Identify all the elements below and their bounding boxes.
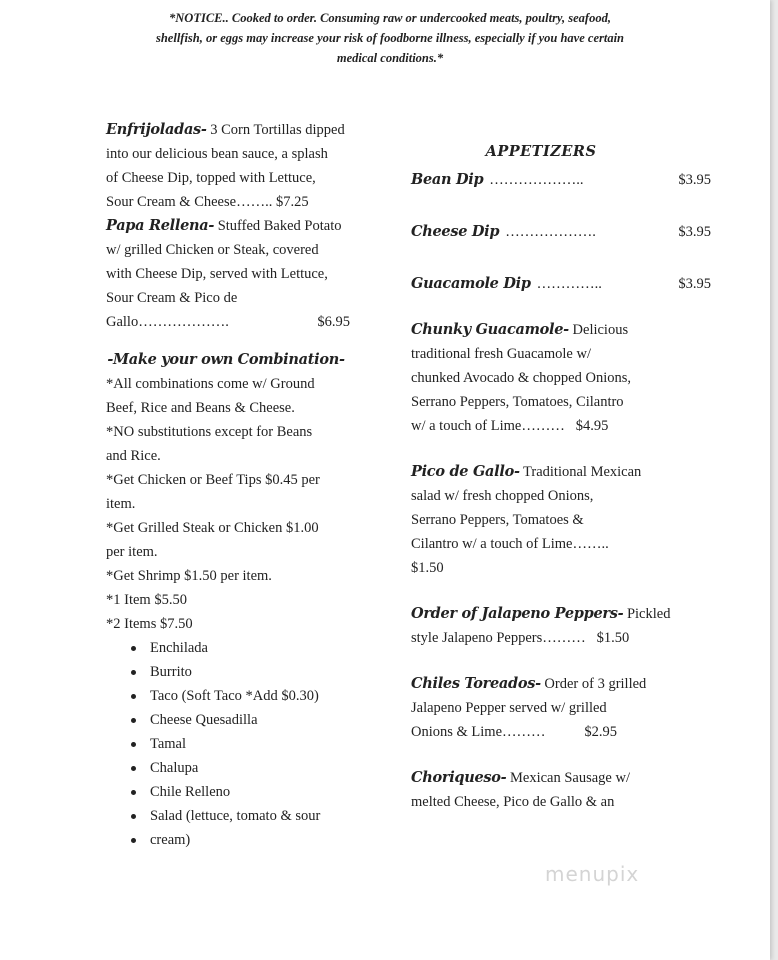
rule-line: *All combinations come w/ Ground: [106, 376, 315, 392]
item-price: $1.50: [596, 630, 630, 646]
list-item: Enchilada: [150, 636, 374, 660]
item-price: $6.95: [317, 314, 350, 330]
rule-line: *Get Chicken or Beef Tips $0.45 per: [106, 472, 320, 488]
rule-line: *Get Shrimp $1.50 per item.: [106, 568, 272, 584]
pico-de-gallo-item: [411, 460, 711, 580]
item-desc: style Jalapeno Peppers………: [411, 630, 586, 646]
item-name: Order of Jalapeno Peppers-: [411, 605, 624, 622]
list-item: Taco (Soft Taco *Add $0.30): [150, 684, 374, 708]
rule-line: *2 Items $7.50: [106, 616, 193, 632]
appetizers-heading: APPETIZERS: [485, 143, 597, 160]
item-desc: Jalapeno Pepper served w/ grilled: [411, 700, 607, 716]
enfrijoladas-item: [106, 118, 374, 214]
item-price: $1.50: [411, 560, 444, 576]
rule-line: Beef, Rice and Beans & Cheese.: [106, 400, 295, 416]
foodborne-notice: [100, 8, 680, 68]
item-price: $3.95: [678, 224, 711, 240]
chunky-guacamole-item: [411, 318, 711, 438]
list-item: Tamal: [150, 732, 374, 756]
rule-line: and Rice.: [106, 448, 161, 464]
item-desc: Order of 3 grilled: [540, 676, 647, 692]
list-item-continuation: [150, 828, 374, 852]
menupix-watermark: menupix: [545, 862, 640, 886]
rule-line: per item.: [106, 544, 158, 560]
jalapeno-peppers-item: [411, 602, 711, 650]
item-desc: w/ grilled Chicken or Steak, covered: [106, 242, 319, 258]
combination-rules: [106, 372, 374, 636]
item-desc: Onions & Lime………: [411, 724, 546, 740]
item-desc: Pickled: [623, 606, 671, 622]
item-name: Guacamole Dip: [411, 275, 531, 292]
rule-line: *Get Grilled Steak or Chicken $1.00: [106, 520, 319, 536]
item-name: Papa Rellena-: [106, 217, 215, 234]
item-name: Pico de Gallo-: [411, 463, 520, 480]
item-name: Cheese Dip: [411, 223, 500, 240]
item-desc: Gallo……………….: [106, 314, 229, 330]
list-item: Salad (lettuce, tomato & sour: [150, 804, 374, 828]
item-name: Bean Dip: [411, 171, 484, 188]
item-desc: melted Cheese, Pico de Gallo & an: [411, 794, 615, 810]
item-desc: Delicious: [568, 322, 629, 338]
left-column: [106, 118, 374, 852]
item-name: Chunky Guacamole-: [411, 321, 569, 338]
item-desc: cream): [150, 832, 191, 848]
choriqueso-item: [411, 766, 711, 814]
list-item: Burrito: [150, 660, 374, 684]
rule-line: item.: [106, 496, 136, 512]
item-desc: Sour Cream & Cheese…….. $7.25: [106, 194, 309, 210]
leader-dots: …………..: [536, 276, 602, 292]
item-desc: traditional fresh Guacamole w/: [411, 346, 591, 362]
notice-line: shellfish, or eggs may increase your risk of foodborne illness, especially if you have certain: [155, 31, 625, 45]
chiles-toreados-item: [411, 672, 711, 744]
item-name: Choriqueso-: [411, 769, 507, 786]
list-item: Chalupa: [150, 756, 374, 780]
bean-dip-row: [411, 168, 711, 192]
item-desc: Serrano Peppers, Tomatoes &: [411, 512, 584, 528]
item-price: $3.95: [678, 276, 711, 292]
item-desc: chunked Avocado & chopped Onions,: [411, 370, 632, 386]
item-desc: of Cheese Dip, topped with Lettuce,: [106, 170, 316, 186]
list-item: Cheese Quesadilla: [150, 708, 374, 732]
papa-rellena-item: [106, 214, 374, 334]
item-desc: into our delicious bean sauce, a splash: [106, 146, 328, 162]
combination-title: -Make your own Combination-: [107, 351, 345, 368]
item-desc: Traditional Mexican: [519, 464, 642, 480]
rule-line: *1 Item $5.50: [106, 592, 187, 608]
item-price: $2.95: [584, 724, 617, 740]
leader-dots: ………………..: [489, 172, 584, 188]
right-column: [411, 140, 711, 814]
item-desc: Stuffed Baked Potato: [214, 218, 342, 234]
item-desc: Cilantro w/ a touch of Lime……..: [411, 536, 609, 552]
combination-items-list: [106, 636, 374, 852]
item-desc: salad w/ fresh chopped Onions,: [411, 488, 594, 504]
item-desc: Mexican Sausage w/: [506, 770, 630, 786]
guacamole-dip-row: [411, 272, 711, 296]
item-price: $3.95: [678, 172, 711, 188]
item-desc: w/ a touch of Lime………: [411, 418, 565, 434]
notice-line: *NOTICE.. Cooked to order. Consuming raw or undercooked meats, poultry, seafood,: [169, 11, 611, 25]
item-name: Enfrijoladas-: [106, 121, 207, 138]
notice-line: medical conditions.*: [336, 51, 444, 65]
rule-line: *NO substitutions except for Beans: [106, 424, 313, 440]
item-price: $4.95: [575, 418, 609, 434]
item-desc: Serrano Peppers, Tomatoes, Cilantro: [411, 394, 624, 410]
item-name: Chiles Toreados-: [411, 675, 541, 692]
item-desc: Sour Cream & Pico de: [106, 290, 238, 306]
list-item: Chile Relleno: [150, 780, 374, 804]
item-desc: 3 Corn Tortillas dipped: [206, 122, 345, 138]
item-desc: with Cheese Dip, served with Lettuce,: [106, 266, 328, 282]
leader-dots: ……………….: [505, 224, 596, 240]
cheese-dip-row: [411, 220, 711, 244]
